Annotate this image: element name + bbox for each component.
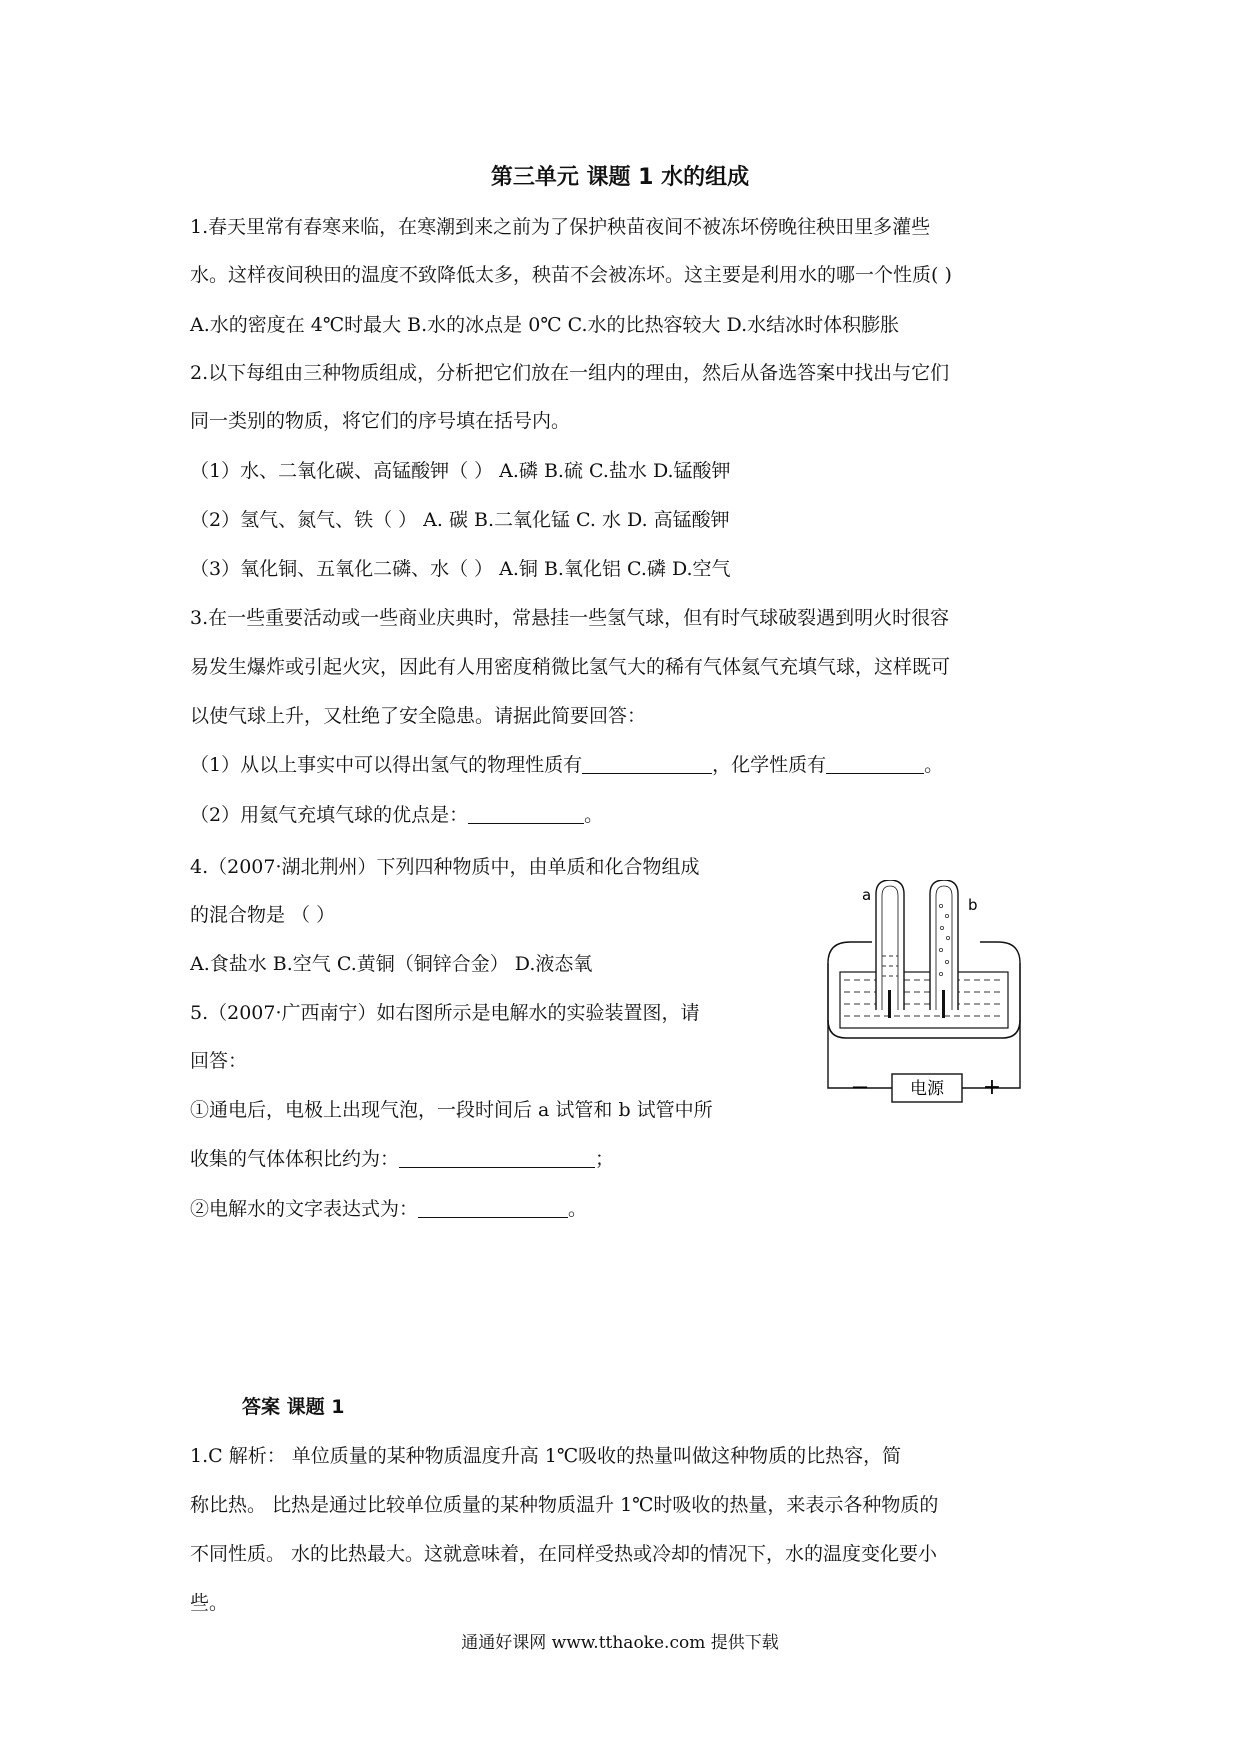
- answer-line2: 称比热。 比热是通过比较单位质量的某种物质温升 1℃时吸收的热量，来表示各种物质的: [190, 1494, 939, 1516]
- q5-sub2-text-b: 。: [568, 1198, 588, 1220]
- q5-volume-ratio-blank[interactable]: [399, 1147, 595, 1168]
- q1-line1: 1.春天里常有春寒来临，在寒潮到来之前为了保护秧苗夜间不被冻坏傍晚往秧田里多灌些: [190, 216, 931, 238]
- q5-sub2: [190, 1194, 587, 1221]
- q3-sub1-text-a: （1）从以上事实中可以得出氢气的物理性质有: [190, 754, 583, 776]
- q3-chemical-blank[interactable]: [826, 753, 924, 774]
- q3-line1: 3.在一些重要活动或一些商业庆典时，常悬挂一些氢气球，但有时气球破裂遇到明火时很容: [190, 607, 950, 629]
- page-footer: 通通好课网 www.tthaoke.com 提供下载: [461, 1633, 779, 1653]
- trough-rim-left: [828, 942, 872, 963]
- answer-line4: 些。: [190, 1592, 229, 1614]
- q3-physical-blank[interactable]: [582, 753, 712, 774]
- q5-sub1-text-c: ；: [595, 1148, 615, 1170]
- answer-line3: 不同性质。 水的比热最大。这就意味着，在同样受热或冷却的情况下，水的温度变化要小: [190, 1543, 938, 1565]
- q3-sub1: [190, 750, 943, 777]
- q5-sub2-text-a: ②电解水的文字表达式为：: [190, 1198, 419, 1220]
- answers-title: 答案 课题 1: [242, 1396, 345, 1418]
- q1-line2: 水。这样夜间秧田的温度不致降低太多，秧苗不会被冻坏。这主要是利用水的哪一个性质( ): [190, 264, 952, 286]
- q4-line1: 4.（2007·湖北荆州）下列四种物质中，由单质和化合物组成: [190, 856, 700, 878]
- q3-line2: 易发生爆炸或引起火灾，因此有人用密度稍微比氢气大的稀有气体氦气充填气球，这样既可: [190, 656, 951, 678]
- q3-sub1-text-b: ，化学性质有: [712, 754, 827, 776]
- q5-sub1-line1: ①通电后，电极上出现气泡，一段时间后 a 试管和 b 试管中所: [190, 1099, 713, 1121]
- q5-equation-blank[interactable]: [418, 1197, 568, 1218]
- power-source-label: 电源: [910, 1079, 944, 1099]
- page-title: 第三单元 课题 1 水的组成: [490, 165, 750, 190]
- tube-a-label: a: [862, 886, 872, 904]
- positive-terminal-label: +: [982, 1075, 1002, 1100]
- electrode-a: [888, 990, 891, 1018]
- tube-b-label: b: [968, 896, 978, 914]
- electrode-b: [942, 990, 945, 1018]
- water-dashes: [844, 980, 1004, 1016]
- electrolysis-apparatus-diagram: [820, 880, 1050, 1110]
- q3-sub1-text-c: 。: [924, 754, 944, 776]
- q2-sub2: （2）氢气、氮气、铁（ ） A. 碳 B.二氧化锰 C. 水 D. 高锰酸钾: [190, 509, 730, 531]
- q1-options: A.水的密度在 4℃时最大 B.水的冰点是 0℃ C.水的比热容较大 D.水结冰时体积膨胀: [190, 314, 900, 336]
- q5-sub1-text-b: 收集的气体体积比约为：: [190, 1148, 400, 1170]
- q3-sub2-text-a: （2）用氦气充填气球的优点是：: [190, 804, 469, 826]
- q3-line3: 以使气球上升，又杜绝了安全隐患。请据此简要回答：: [190, 705, 647, 727]
- q5-line2: 回答：: [190, 1050, 248, 1072]
- q2-sub3: （3）氧化铜、五氧化二磷、水（ ） A.铜 B.氧化铝 C.磷 D.空气: [190, 558, 731, 580]
- q3-advantage-blank[interactable]: [468, 803, 584, 824]
- q5-line1: 5.（2007·广西南宁）如右图所示是电解水的实验装置图，请: [190, 1002, 700, 1024]
- trough-rim-right: [980, 942, 1020, 963]
- q2-line1: 2.以下每组由三种物质组成，分析把它们放在一组内的理由，然后从备选答案中找出与它们: [190, 362, 950, 384]
- q5-sub1-line2: [190, 1144, 614, 1171]
- negative-terminal-label: —: [852, 1077, 868, 1096]
- q2-line2: 同一类别的物质，将它们的序号填在括号内。: [190, 410, 571, 432]
- q4-line2: 的混合物是 （ ）: [190, 904, 336, 926]
- q4-options: A.食盐水 B.空气 C.黄铜（铜锌合金） D.液态氧: [190, 953, 593, 975]
- q3-sub2: [190, 800, 603, 827]
- water-trough: [828, 963, 1020, 1038]
- q3-sub2-text-b: 。: [584, 804, 604, 826]
- answer-line1: 1.C 解析： 单位质量的某种物质温度升高 1℃吸收的热量叫做这种物质的比热容，简: [190, 1445, 902, 1467]
- q2-sub1: （1）水、二氧化碳、高锰酸钾（ ） A.磷 B.硫 C.盐水 D.锰酸钾: [190, 460, 731, 482]
